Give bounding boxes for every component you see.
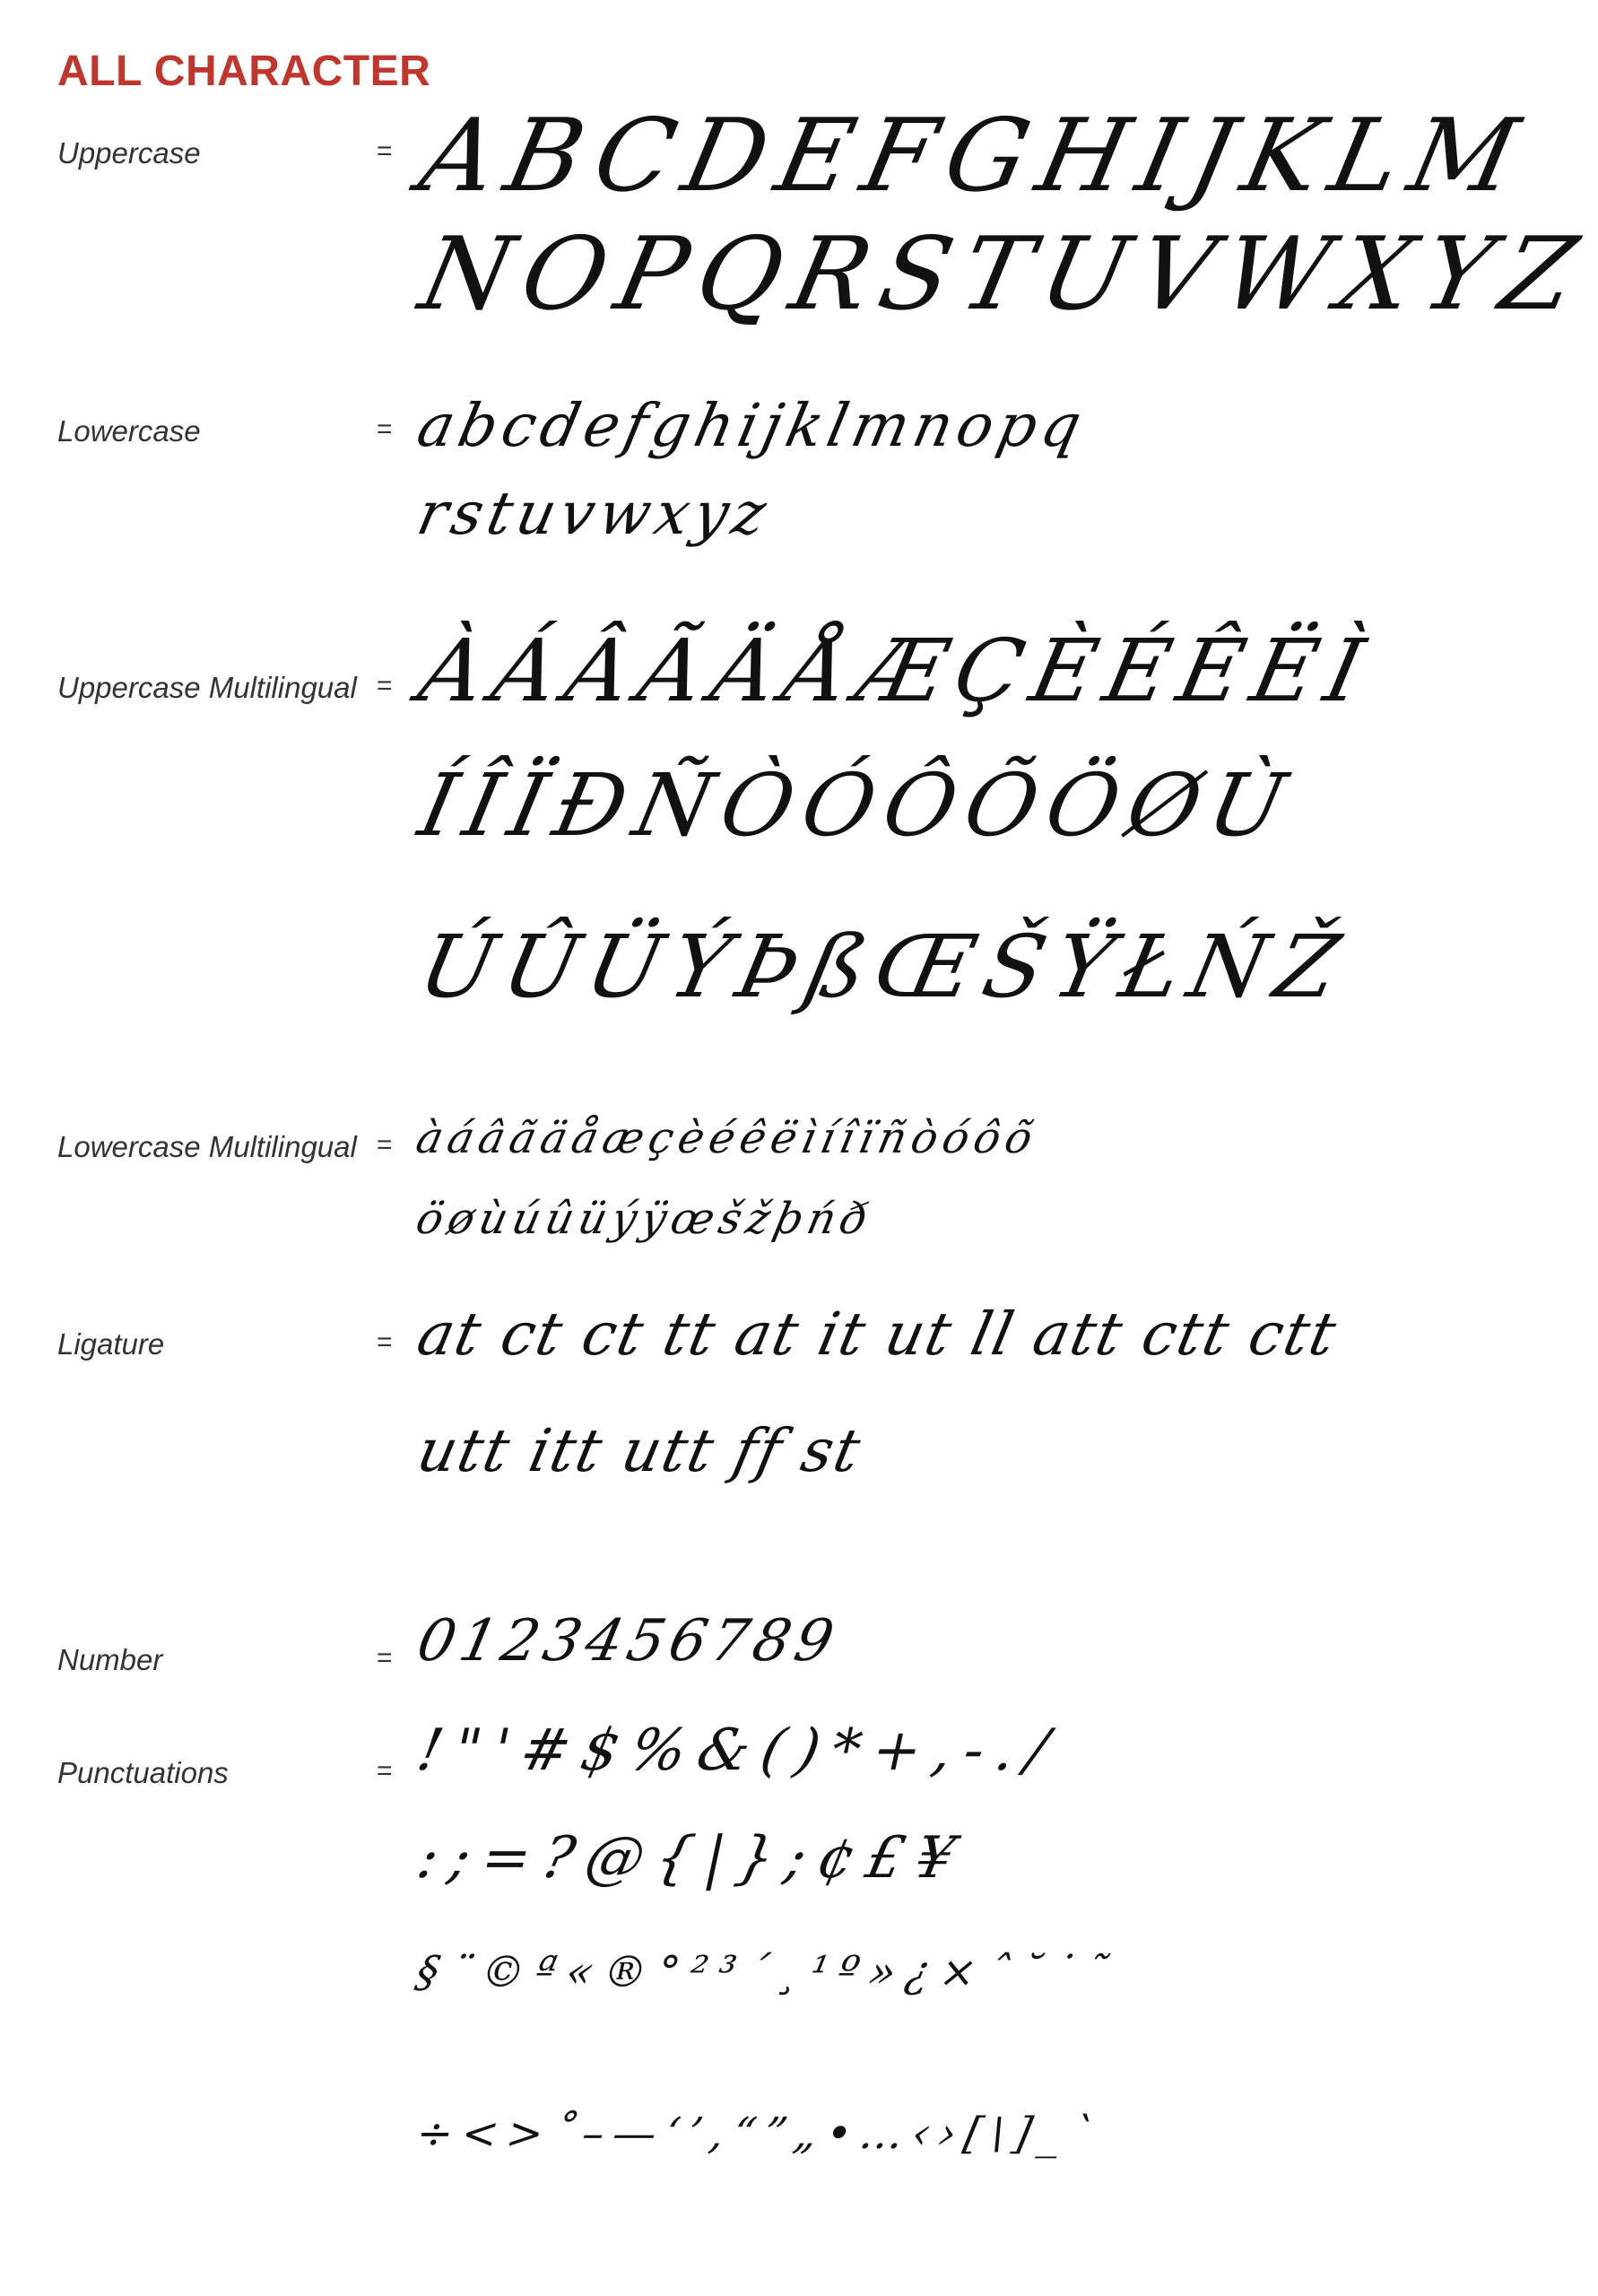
label-lowercase-multilingual: Lowercase Multilingual bbox=[57, 1130, 357, 1163]
lowercase-multilingual-glyphs-line-1: àáâãäåæçèéêëìíîïñòóôõ bbox=[412, 1113, 1043, 1163]
label-lowercase: Lowercase bbox=[57, 414, 201, 448]
label-ligature: Ligature bbox=[57, 1327, 165, 1361]
uppercase-multilingual-glyphs-line-3: ÚÛÜÝÞßŒŠŸŁŃŽ bbox=[411, 917, 1359, 1017]
equals-sign: = bbox=[377, 671, 393, 700]
uppercase-glyphs-line-1: ABCDEFGHIJKLM bbox=[411, 98, 1540, 214]
uppercase-glyphs-line-2: NOPQRSTUVWXYZ bbox=[411, 216, 1598, 333]
label-number: Number bbox=[57, 1643, 163, 1676]
lowercase-glyphs-line-1: abcdefghijklmnopq bbox=[411, 391, 1093, 460]
equals-sign: = bbox=[377, 136, 393, 166]
label-uppercase: Uppercase bbox=[57, 136, 201, 170]
lowercase-multilingual-glyphs-line-2: öøùúûüýÿœšžþńð bbox=[412, 1194, 878, 1244]
equals-sign: = bbox=[377, 1756, 393, 1786]
page-title: ALL CHARACTER bbox=[57, 48, 431, 95]
equals-sign: = bbox=[377, 1643, 393, 1673]
punctuation-glyphs-line-1: !"'#$%&()*+,-./ bbox=[411, 1718, 1066, 1784]
label-uppercase-multilingual: Uppercase Multilingual bbox=[57, 671, 357, 704]
equals-sign: = bbox=[377, 1327, 393, 1357]
number-glyphs: 0123456789 bbox=[411, 1608, 845, 1674]
punctuation-glyphs-line-3: §¨©ª«®°²³´¸¹º»¿×ˆ˘˙˜ bbox=[412, 1947, 1122, 1997]
equals-sign: = bbox=[377, 414, 393, 444]
uppercase-multilingual-glyphs-line-2: ÍÎÏÐÑÒÓÔÕÖØÙ bbox=[411, 755, 1305, 856]
ligature-glyphs-line-2: utt itt utt ff st bbox=[411, 1416, 868, 1485]
ligature-glyphs-line-1: at ct ct tt at it ut ll att ctt ctt bbox=[411, 1300, 1344, 1369]
punctuation-glyphs-line-4: ÷<>˚–—‘’‚“”„•…‹›[\]_` bbox=[412, 2109, 1107, 2159]
uppercase-multilingual-glyphs-line-1: ÀÁÂÃÄÅÆÇÈÉÊËÌ bbox=[411, 621, 1383, 721]
equals-sign: = bbox=[377, 1130, 393, 1160]
label-punctuations: Punctuations bbox=[57, 1756, 229, 1789]
lowercase-glyphs-line-2: rstuvwxyz bbox=[411, 479, 777, 548]
punctuation-glyphs-line-2: :;=?@{|};¢£¥ bbox=[411, 1825, 973, 1892]
